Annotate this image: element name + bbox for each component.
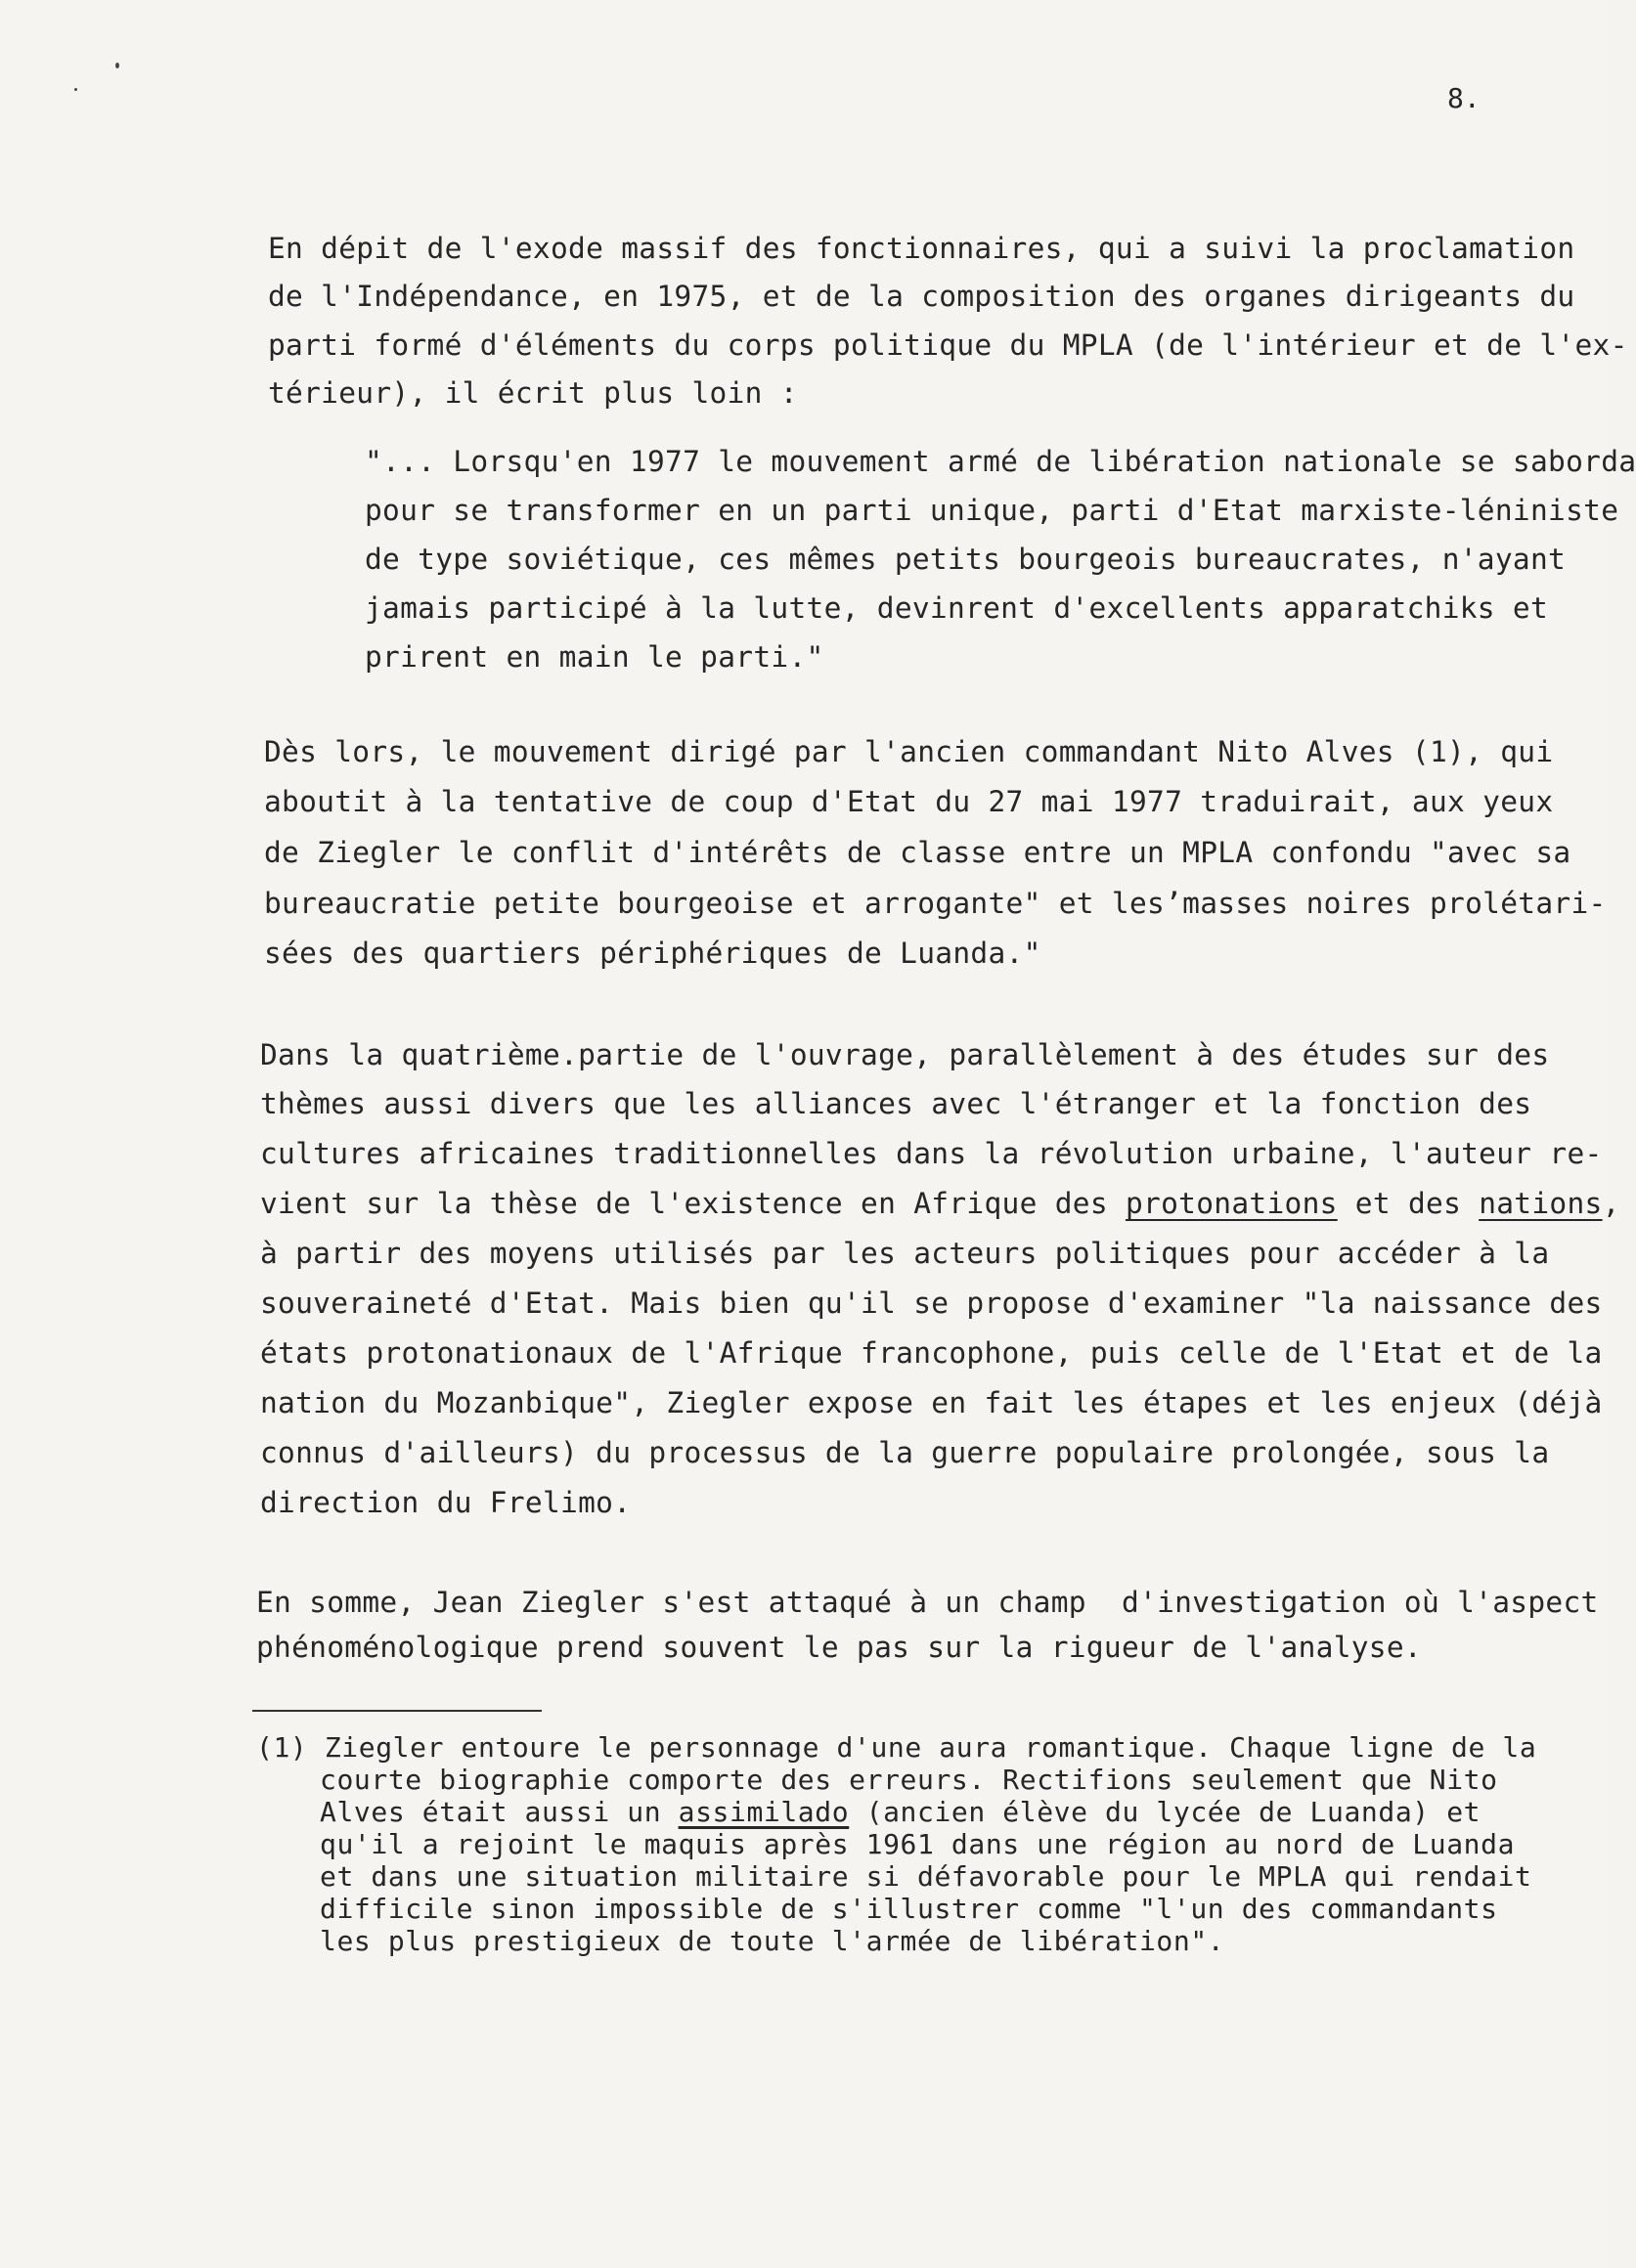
text-segment: vient sur la thèse de l'existence en Afrique des bbox=[260, 1187, 1126, 1220]
text-line: prirent en main le parti." bbox=[365, 640, 824, 674]
footnote-line: les plus prestigieux de toute l'armée de libération". bbox=[320, 1925, 1225, 1957]
text-line bbox=[260, 1187, 1620, 1220]
text-line: En somme, Jean Ziegler s'est attaqué à un champ d'investigation où l'aspect bbox=[256, 1586, 1599, 1619]
underlined-term-assimilado: assimilado bbox=[678, 1796, 850, 1828]
text-line: connus d'ailleurs) du processus de la guerre populaire prolongée, sous la bbox=[260, 1436, 1550, 1469]
scan-speck bbox=[115, 63, 119, 68]
text-line: phénoménologique prend souvent le pas sur la rigueur de l'analyse. bbox=[256, 1631, 1422, 1664]
footnote-line: courte biographie comporte des erreurs. Rectifions seulement que Nito bbox=[320, 1764, 1498, 1796]
text-line: bureaucratie petite bourgeoise et arrogante" et les’masses noires prolétari- bbox=[264, 887, 1607, 920]
text-line: de type soviétique, ces mêmes petits bourgeois bureaucrates, n'ayant bbox=[365, 543, 1567, 576]
text-line: direction du Frelimo. bbox=[260, 1486, 632, 1519]
footnote-line bbox=[320, 1829, 1515, 1860]
text-line: états protonationaux de l'Afrique francophone, puis celle de l'Etat et de la bbox=[260, 1336, 1603, 1370]
text-line: souveraineté d'Etat. Mais bien qu'il se propose d'examiner "la naissance des bbox=[260, 1287, 1603, 1320]
page-number: 8. bbox=[1447, 82, 1481, 114]
text-segment: 1961 dans une région au nord de Luanda bbox=[849, 1828, 1516, 1860]
text-line: térieur), il écrit plus loin : bbox=[268, 376, 798, 410]
text-segment: , bbox=[1602, 1187, 1620, 1220]
text-line: En dépit de l'exode massif des fonctionnaires, qui a suivi la proclamation bbox=[268, 232, 1575, 265]
underlined-term-nations: nations bbox=[1479, 1187, 1603, 1220]
text-line: jamais participé à la lutte, devinrent d'excellents apparatchiks et bbox=[365, 591, 1549, 625]
text-line: pour se transformer en un parti unique, parti d'Etat marxiste-léniniste bbox=[365, 494, 1619, 527]
text-segment: qu'il a rejoint le ma bbox=[320, 1828, 679, 1860]
text-line: parti formé d'éléments du corps politique du MPLA (de l'intérieur et de l'ex- bbox=[268, 328, 1628, 362]
text-line: à partir des moyens utilisés par les acteurs politiques pour accéder à la bbox=[260, 1237, 1550, 1270]
scan-speck bbox=[74, 88, 77, 91]
text-segment: Alves était aussi un bbox=[320, 1796, 679, 1828]
text-line: sées des quartiers périphériques de Luanda." bbox=[264, 937, 1041, 970]
footnote-separator bbox=[252, 1710, 542, 1712]
text-line: aboutit à la tentative de coup d'Etat du 27 mai 1977 traduirait, aux yeux bbox=[264, 785, 1554, 818]
text-line: nation du Mozanbique", Ziegler expose en fait les étapes et les enjeux (déjà bbox=[260, 1386, 1603, 1419]
text-line: cultures africaines traditionnelles dans la révolution urbaine, l'auteur re- bbox=[260, 1137, 1603, 1170]
text-line: Dès lors, le mouvement dirigé par l'ancien commandant Nito Alves (1), qui bbox=[264, 735, 1554, 768]
overlined-text: quis après bbox=[678, 1828, 850, 1860]
footnote-line: (1) Ziegler entoure le personnage d'une aura romantique. Chaque ligne de la bbox=[256, 1731, 1537, 1764]
text-line: de l'Indépendance, en 1975, et de la composition des organes dirigeants du bbox=[268, 280, 1575, 313]
footnote-line: difficile sinon impossible de s'illustrer comme "l'un des commandants bbox=[320, 1893, 1498, 1925]
underlined-term-protonations: protonations bbox=[1125, 1187, 1338, 1220]
text-line: thèmes aussi divers que les alliances avec l'étranger et la fonction des bbox=[260, 1087, 1532, 1120]
footnote-line: et dans une situation militaire si défavorable pour le MPLA qui rendait bbox=[320, 1860, 1532, 1893]
text-line: de Ziegler le conflit d'intérêts de classe entre un MPLA confondu "avec sa bbox=[264, 836, 1571, 869]
text-segment: (ancien élève du lycée de Luanda) et bbox=[849, 1796, 1481, 1828]
text-line: Dans la quatrième.partie de l'ouvrage, parallèlement à des études sur des bbox=[260, 1038, 1550, 1071]
footnote-line bbox=[320, 1797, 1481, 1828]
text-segment: et des bbox=[1337, 1187, 1480, 1220]
text-line: "... Lorsqu'en 1977 le mouvement armé de libération nationale se saborda bbox=[365, 445, 1636, 478]
